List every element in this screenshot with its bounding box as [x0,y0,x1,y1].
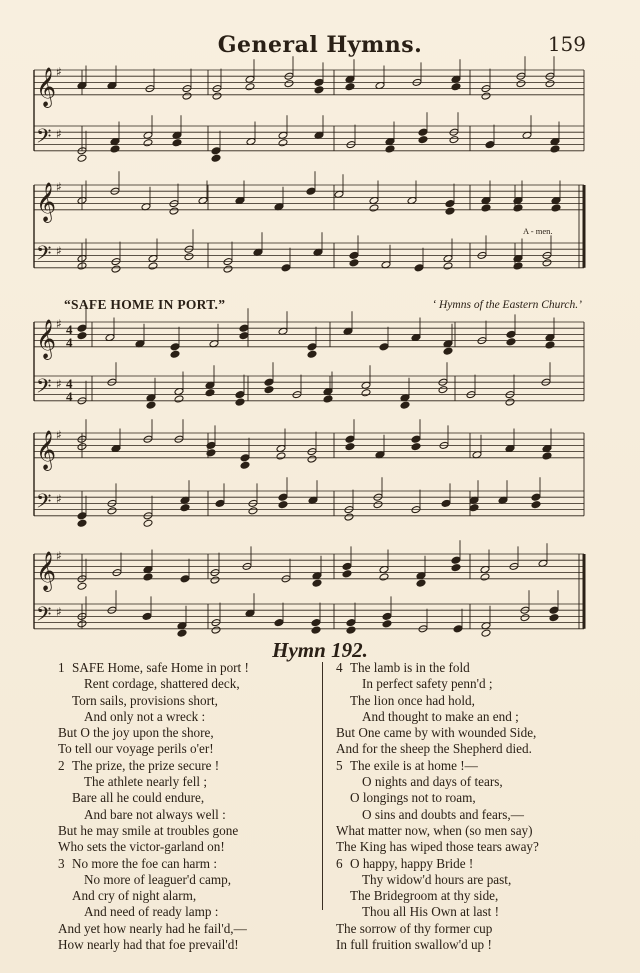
note-head [248,507,258,515]
note-head [77,332,87,340]
note-head [345,83,355,91]
note-head [451,556,461,564]
note-head [239,332,249,340]
note-head [369,204,379,212]
note-head [379,343,389,351]
note-head [345,435,355,443]
note-head [284,80,294,88]
note-head [453,625,463,633]
note-head [542,452,552,460]
note-head [342,562,352,570]
verse-line [336,741,596,757]
note-head [344,513,354,521]
verse-line [336,823,596,839]
note-head [411,435,421,443]
page-number: 159 [547,32,586,56]
verse-text: The King has wiped those tears away? [336,839,539,855]
hymn-heading: Hymn 192. [272,638,368,662]
note-head [379,573,389,581]
time-signature-denominator: 4 [66,335,73,350]
verse-text: But he may smile at troubles gone [58,822,239,838]
note-head [274,619,284,627]
verse-line [58,774,320,790]
verse-text: Torn sails, provisions short, [72,692,218,708]
verse-line [58,741,320,757]
verse-text: The Bridegroom at thy side, [350,888,499,904]
note-head [111,265,121,273]
verse-number: 6 [336,855,343,871]
verse-text: Thou all His Own at last ! [362,904,499,920]
note-head [307,343,317,351]
verse-line [58,937,320,953]
verse-text: And for the sheep the Shepherd died. [336,741,532,757]
note-head [281,264,291,272]
note-head [170,343,180,351]
verse-line [336,676,596,692]
sharp-icon: ♯ [56,127,62,141]
bass-clef-icon: 𝄢 [36,602,52,631]
bass-clef-icon: 𝄢 [36,489,52,518]
note-head [143,139,153,147]
note-head [143,573,153,581]
verse-line [336,709,596,725]
verse-line [336,758,596,774]
note-head [349,259,359,267]
note-head [445,200,455,208]
verse-text: The athlete nearly fell ; [84,774,208,790]
note-head [235,391,245,399]
note-head [146,401,156,409]
note-head [385,145,395,153]
note-head [77,324,87,332]
verse-number: 3 [58,855,65,871]
note-head [77,154,87,162]
time-signature-numerator: 4 [66,376,73,391]
note-head [184,253,194,261]
note-head [169,207,179,215]
hymn-text-right-column [336,660,596,953]
sharp-icon: ♯ [56,65,62,79]
note-head [349,251,359,259]
treble-clef-icon: 𝄞 [36,429,57,470]
tune-name: “SAFE HOME IN PORT.” [64,297,226,312]
note-head [278,139,288,147]
note-head [481,204,491,212]
note-head [314,78,324,86]
verse-text: O sins and doubts and fears,— [362,806,524,822]
note-head [215,499,225,507]
note-head [550,145,560,153]
note-head [143,519,153,527]
note-head [443,262,453,270]
verse-line [336,937,596,953]
note-head [361,389,371,397]
verse-line [58,888,320,904]
note-head [235,398,245,406]
note-head [506,338,516,346]
bass-clef-icon: 𝄢 [36,374,52,403]
hymn-text-left-column [58,660,320,953]
note-head [400,401,410,409]
time-signature-denominator: 4 [66,389,73,404]
verse-line [58,758,320,774]
verse-line [336,774,596,790]
note-head [307,455,317,463]
verse-text: Thy widow'd hours are past, [362,871,512,887]
verse-text: And only not a wreck : [84,708,206,724]
note-head [323,395,333,403]
note-head [449,136,459,144]
note-head [211,154,221,162]
treble-clef-icon: 𝄞 [36,318,57,359]
note-head [182,92,192,100]
verse-line [58,693,320,709]
note-head [278,493,288,501]
verse-text: SAFE Home, safe Home in port ! [72,660,249,675]
sharp-icon: ♯ [56,180,62,194]
verse-line [336,725,596,741]
note-head [212,92,222,100]
note-head [505,398,515,406]
verse-line [58,807,320,823]
note-head [307,350,317,358]
verse-number: 4 [336,660,343,675]
note-head [531,501,541,509]
verse-text: O nights and days of tears, [362,774,503,790]
note-head [311,626,321,634]
note-head [276,452,286,460]
note-head [531,493,541,501]
sharp-icon: ♯ [56,492,62,506]
verse-text: What matter now, when (so men say) [336,822,533,838]
verse-line [336,790,596,806]
note-head [278,501,288,509]
verse-text: The lion once had hold, [350,692,475,708]
verse-line [336,888,596,904]
verse-text: But O the joy upon the shore, [58,725,214,741]
note-head [382,612,392,620]
verse-line [58,725,320,741]
verse-text: The lamb is in the fold [350,660,470,675]
verse-text: In perfect safety penn'd ; [362,676,493,692]
note-head [148,262,158,270]
note-head [549,606,559,614]
note-head [445,207,455,215]
note-head [306,187,316,195]
verse-line [58,790,320,806]
note-head [481,629,491,637]
note-head [545,80,555,88]
verse-line [58,839,320,855]
verse-line [58,676,320,692]
verse-line [58,856,320,872]
note-head [346,626,356,634]
sharp-icon: ♯ [56,605,62,619]
verse-text: But One came by with wounded Side, [336,725,537,741]
treble-clef-icon: 𝄞 [36,181,57,222]
verse-line [336,921,596,937]
note-head [416,579,426,587]
note-head [77,519,87,527]
note-head [441,499,451,507]
verse-text: And thought to make an end ; [362,708,519,724]
verse-line [58,904,320,920]
note-head [245,83,255,91]
bass-clef-icon: 𝄢 [36,241,52,270]
note-head [264,378,274,386]
verse-text: How nearly had that foe prevail'd! [58,937,239,953]
note-head [239,324,249,332]
time-signature-numerator: 4 [66,322,73,337]
verse-text: And yet how nearly had he fail'd,— [58,920,247,936]
note-head [205,389,215,397]
verse-line [336,839,596,855]
verse-line [58,709,320,725]
note-head [382,620,392,628]
note-head [107,507,117,515]
verse-line [336,660,596,676]
note-head [346,619,356,627]
verse-text: Bare all he could endure, [72,790,205,806]
verse-line [336,872,596,888]
verse-text: The exile is at home !— [350,757,478,773]
note-head [451,564,461,572]
bass-clef-icon: 𝄢 [36,124,52,153]
verse-line [58,921,320,937]
verse-number: 5 [336,757,343,773]
sharp-icon: ♯ [56,549,62,563]
tune-source: ‘ Hymns of the Eastern Church.’ [432,299,582,311]
note-head [77,582,87,590]
note-head [545,341,555,349]
verse-line [336,693,596,709]
verse-text: O longings not to roam, [350,790,476,806]
verse-line [336,856,596,872]
verse-line [336,807,596,823]
note-head [311,619,321,627]
note-head [542,259,552,267]
note-head [211,147,221,155]
note-head [506,330,516,338]
verse-text: And cry of night alarm, [72,888,197,904]
note-head [520,614,530,622]
verse-text: To tell our voyage perils o'er! [58,741,214,757]
note-head [411,443,421,451]
treble-clef-icon: 𝄞 [36,66,57,107]
verse-line [58,823,320,839]
note-head [180,504,190,512]
sharp-icon: ♯ [56,317,62,331]
note-head [314,86,324,94]
note-head [438,386,448,394]
note-head [418,136,428,144]
note-head [469,504,479,512]
note-head [110,145,120,153]
sharp-icon: ♯ [56,377,62,391]
note-head [211,626,221,634]
verse-line [336,904,596,920]
verse-text: And bare not always well : [84,806,226,822]
note-head [485,141,495,149]
sharp-icon: ♯ [56,244,62,258]
note-head [312,579,322,587]
treble-clef-icon: 𝄞 [36,550,57,591]
note-head [240,461,250,469]
verse-text: Who sets the victor-garland on! [58,839,225,855]
note-head [480,573,490,581]
note-head [210,576,220,584]
verse-text: The sorrow of thy former cup [336,920,493,936]
note-head [170,350,180,358]
note-head [172,139,182,147]
note-head [516,80,526,88]
verse-text: The prize, the prize secure ! [72,757,220,773]
note-head [373,501,383,509]
verse-text: And need of ready lamp : [84,904,219,920]
note-head [264,386,274,394]
note-head [414,264,424,272]
note-head [174,395,184,403]
note-head [551,204,561,212]
verse-text: O happy, happy Bride ! [350,855,474,871]
note-head [345,443,355,451]
note-head [549,614,559,622]
running-title: General Hymns. [217,32,423,58]
verse-line [58,872,320,888]
note-head [342,570,352,578]
verse-text: No more the foe can harm : [72,855,218,871]
verse-text: Rent cordage, shattered deck, [84,676,240,692]
verse-line [58,660,320,676]
note-head [451,83,461,91]
verse-text: In full fruition swallow'd up ! [336,937,492,953]
verse-number: 2 [58,757,65,773]
note-head [142,612,152,620]
note-head [418,128,428,136]
amen-lyric: A - men. [523,226,553,236]
note-head [443,347,453,355]
note-head [240,454,250,462]
verse-text: No more of leaguer'd camp, [84,871,232,887]
note-head [177,629,187,637]
note-head [180,575,190,583]
note-head [481,92,491,100]
note-head [223,265,233,273]
sharp-icon: ♯ [56,428,62,442]
verse-number: 1 [58,660,65,675]
column-divider [322,662,323,910]
